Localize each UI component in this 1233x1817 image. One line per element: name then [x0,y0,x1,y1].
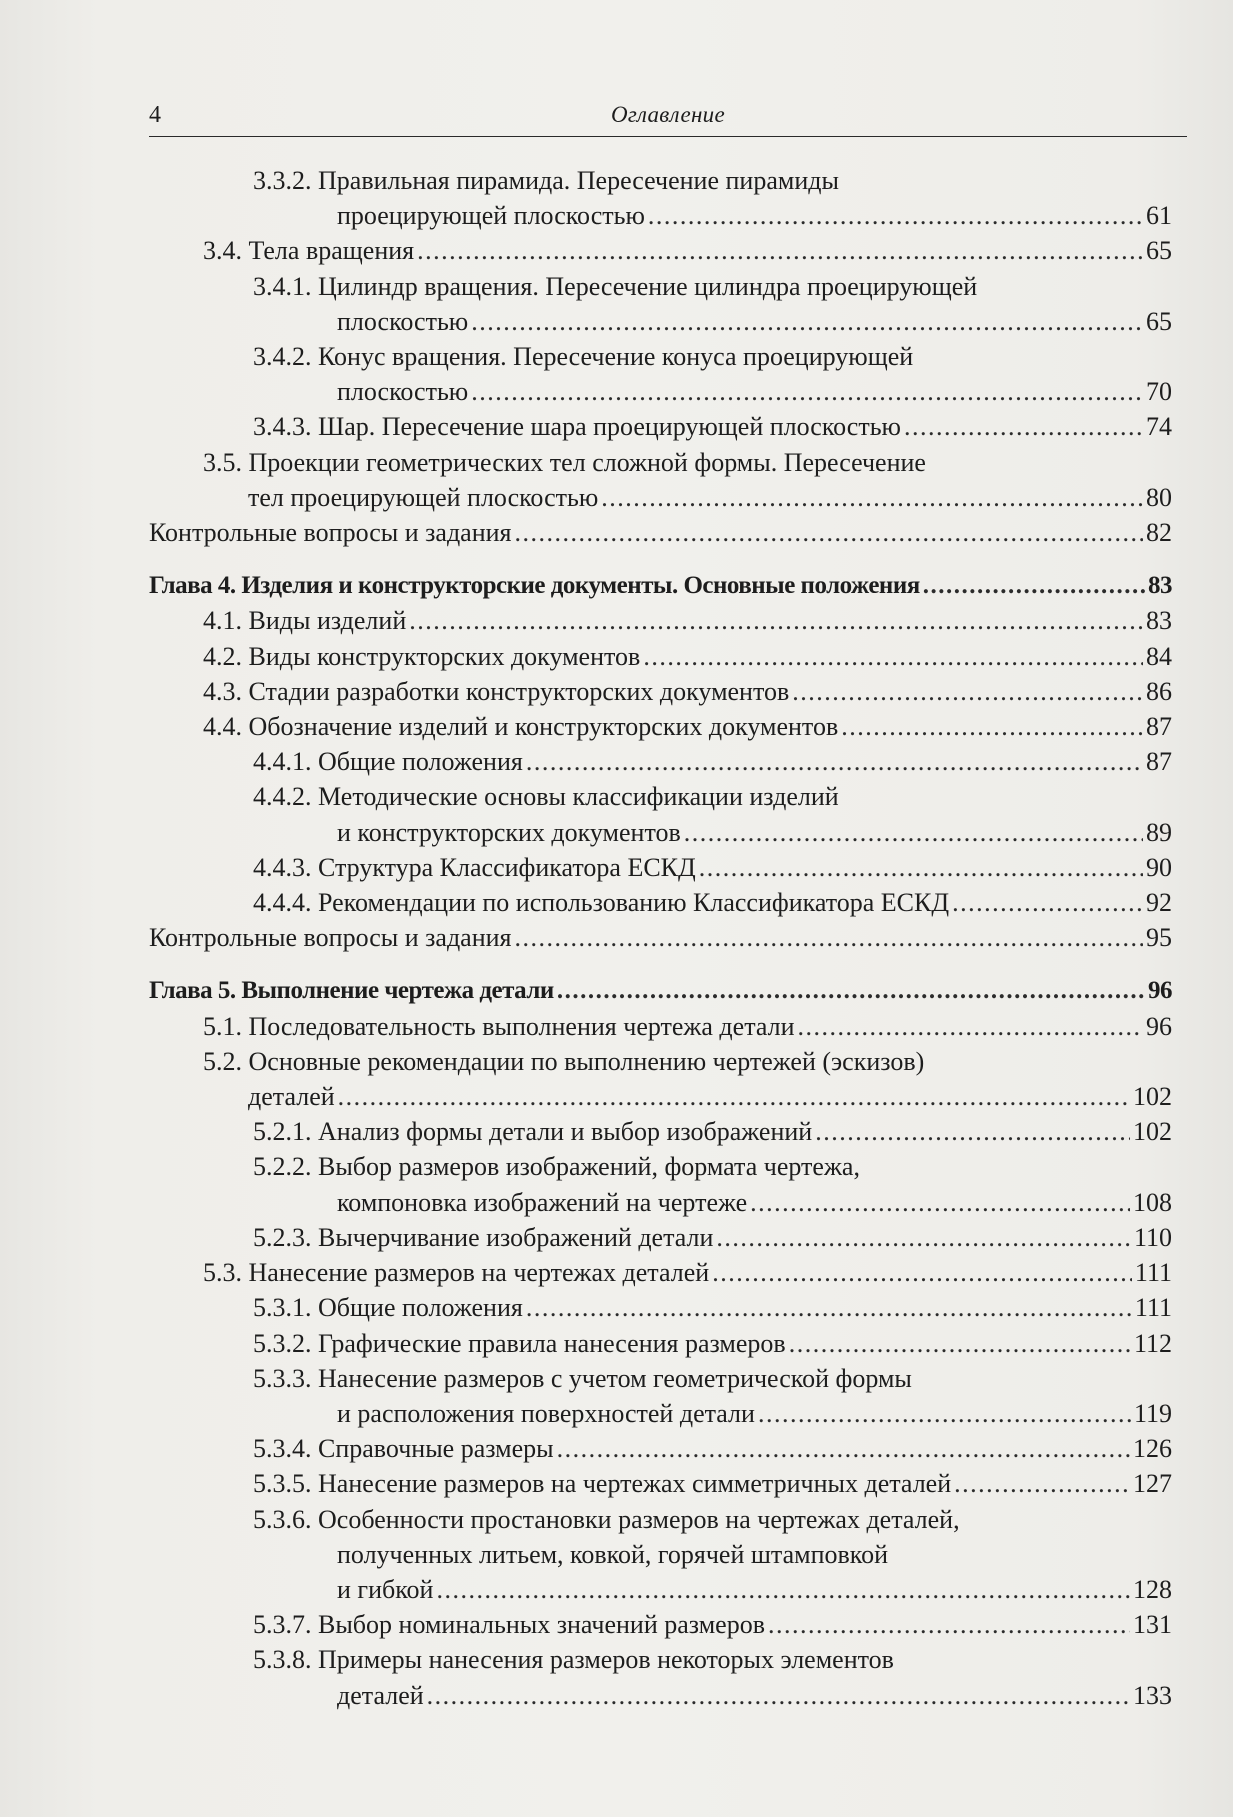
dot-leader [768,1607,1130,1642]
toc-entry [149,744,1172,779]
toc-entry [149,639,1172,674]
toc-entry-text: плоскостью [337,377,469,407]
dot-leader [789,1326,1131,1361]
dot-leader [792,674,1143,709]
dot-leader [712,1255,1132,1290]
toc-entry-text: 5.2.3. Вычерчивание изображений детали [253,1222,714,1252]
toc-entry [149,568,1172,603]
toc-entry-text: 5.3. Нанесение размеров на чертежах деталей [203,1258,710,1288]
toc-entry-title-line [253,1431,1172,1466]
toc-page-number: 133 [1133,1680,1172,1710]
toc-entry-continuation-line [253,1678,1172,1713]
toc-page-number: 90 [1146,852,1172,882]
dot-leader [515,515,1143,550]
toc-entry-title-line [149,515,1172,550]
toc-page-number: 65 [1146,236,1172,266]
dot-leader [427,1678,1130,1713]
dot-leader [526,1290,1132,1325]
toc-entry [149,850,1172,885]
dot-leader [417,233,1143,268]
toc-page-number: 128 [1133,1574,1172,1604]
toc-entry-title-line [253,269,1172,304]
toc-entry-title-line [203,233,1172,268]
toc-entry [149,1114,1172,1149]
toc-entry [149,973,1172,1008]
toc-entry-continuation-line [253,374,1172,409]
toc-entry-continuation-line [203,480,1172,515]
dot-leader [526,744,1143,779]
toc-entry [149,1361,1172,1431]
toc-entry [149,779,1172,849]
toc-page-number: 102 [1133,1117,1172,1147]
dot-leader [954,1466,1130,1501]
toc-entry-text: 3.5. Проекции геометрических тел сложной формы. Пересечение [203,447,926,477]
toc-entry [149,515,1172,550]
toc-page-number: 87 [1146,712,1172,742]
toc-entry-text: 3.4.3. Шар. Пересечение шара проецирующей плоскостью [253,412,901,442]
running-head: Оглавление [610,102,725,127]
toc-entry-text: 5.3.4. Справочные размеры [253,1434,554,1464]
toc-entry-title-line [203,603,1172,638]
toc-entry-continuation-line [253,1185,1172,1220]
toc-entry-text: полученных литьем, ковкой, горячей штамповкой [337,1539,888,1569]
toc-entry-title-line [253,1326,1172,1361]
toc-entry-text: деталей [248,1082,335,1112]
dot-leader [471,304,1143,339]
dot-leader [471,374,1143,409]
toc-page-number: 61 [1146,201,1172,231]
toc-entry [149,603,1172,638]
toc-entry-continuation-line [253,198,1172,233]
toc-entry-text: и конструкторских документов [337,817,681,847]
toc-page-number: 96 [1146,1011,1172,1041]
toc-entry-title-line [253,1502,1172,1537]
toc-entry [149,920,1172,955]
toc-entry [149,409,1172,444]
toc-entry-title-line [253,1361,1172,1396]
toc-entry [149,1607,1172,1642]
toc-page-number: 80 [1146,482,1172,512]
toc-entry [149,1044,1172,1114]
dot-leader [923,568,1145,603]
toc-entry-text: 4.1. Виды изделий [203,606,407,636]
toc-entry-text: 4.4.4. Рекомендации по использованию Классификатора ЕСКД [253,888,950,918]
toc-entry-text: 5.3.3. Нанесение размеров с учетом геометрической формы [253,1363,912,1393]
page-header [149,96,1187,137]
toc-entry-text: 5.3.1. Общие положения [253,1293,523,1323]
toc-entry-title-line [253,1114,1172,1149]
toc-entry-title-line [253,339,1172,374]
toc-entry [149,163,1172,233]
toc-entry-text: 3.4.1. Цилиндр вращения. Пересечение цилиндра проецирующей [253,271,978,301]
toc-entry-text: 5.3.6. Особенности простановки размеров на чертежах деталей, [253,1504,960,1534]
toc-entry [149,1009,1172,1044]
toc-page-number: 82 [1146,518,1172,548]
toc-entry-text: 4.4.2. Методические основы классификации изделий [253,782,839,812]
toc-entry-title-line [253,1220,1172,1255]
toc-entry-text: тел проецирующей плоскостью [248,482,599,512]
toc-page-number: 86 [1146,676,1172,706]
dot-leader [798,1009,1143,1044]
toc-page-number: 83 [1148,572,1172,600]
toc-entry-text: 5.3.8. Примеры нанесения размеров некоторых элементов [253,1645,894,1675]
dot-leader [515,920,1143,955]
dot-leader [436,1572,1130,1607]
dot-leader [952,885,1143,920]
toc-page-number: 84 [1146,641,1172,671]
dot-leader [684,815,1143,850]
toc-entry-title-line [253,1642,1172,1677]
toc-entry [149,1466,1172,1501]
toc-entry-continuation-line [253,1396,1172,1431]
dot-leader [557,973,1145,1008]
toc-entry-text: 4.4. Обозначение изделий и конструкторских документов [203,712,839,742]
toc-entry [149,233,1172,268]
toc-entry [149,674,1172,709]
toc-page-number: 111 [1134,1258,1172,1288]
toc-page-number: 131 [1133,1610,1172,1640]
toc-page-number: 119 [1133,1398,1172,1428]
toc-entry-text: 4.2. Виды конструкторских документов [203,641,641,671]
toc-entry-text: 5.1. Последовательность выполнения чертежа детали [203,1011,795,1041]
toc-entry-text: 4.3. Стадии разработки конструкторских документов [203,676,790,706]
toc-entry [149,1149,1172,1219]
toc-page-number: 108 [1133,1187,1172,1217]
toc-entry-text: 4.4.1. Общие положения [253,747,523,777]
dot-leader [904,409,1143,444]
dot-leader [758,1396,1131,1431]
toc-entry-text: Глава 5. Выполнение чертежа детали [149,977,554,1005]
dot-leader [815,1114,1130,1149]
dot-leader [648,198,1143,233]
dot-leader [601,480,1143,515]
toc-entry-text: и гибкой [337,1574,434,1604]
toc-entry-title-line [149,920,1172,955]
toc-entry-text: 5.2.2. Выбор размеров изображений, формата чертежа, [253,1152,860,1182]
toc-entry [149,269,1172,339]
toc-entry-title-line [253,744,1172,779]
dot-leader [699,850,1143,885]
toc-entry-title-line [253,1149,1172,1184]
toc-page-number: 111 [1134,1293,1172,1323]
toc-entry-title-line [253,1466,1172,1501]
dot-leader [409,603,1143,638]
toc-page-number: 96 [1148,977,1172,1005]
dot-leader [716,1220,1131,1255]
toc-entry [149,1220,1172,1255]
toc-page-number: 89 [1146,817,1172,847]
toc-entry [149,445,1172,515]
toc-entry-title-line [253,409,1172,444]
toc-page-number: 92 [1146,888,1172,918]
toc-page-number: 83 [1146,606,1172,636]
toc-page-number: 127 [1133,1469,1172,1499]
toc-entry-title-line [203,1009,1172,1044]
toc-page-number: 102 [1133,1082,1172,1112]
toc-entry-title-line [149,973,1172,1008]
toc-page-number: 70 [1146,377,1172,407]
toc-entry-text: 5.3.5. Нанесение размеров на чертежах симметричных деталей [253,1469,952,1499]
toc-page-number: 65 [1146,306,1172,336]
table-of-contents [149,163,1172,1713]
toc-entry [149,1326,1172,1361]
toc-entry-text: 3.3.2. Правильная пирамида. Пересечение пирамиды [253,166,839,195]
toc-entry-continuation-line [253,815,1172,850]
toc-entry-title-line [203,1044,1172,1079]
page-number: 4 [149,102,161,128]
toc-entry [149,1502,1172,1608]
dot-leader [338,1079,1130,1114]
toc-entry-text: Глава 4. Изделия и конструкторские документы. Основные положения [149,572,920,600]
toc-entry [149,1642,1172,1712]
dot-leader [557,1431,1130,1466]
toc-page-number: 95 [1146,923,1172,953]
toc-entry-text: Контрольные вопросы и задания [149,518,512,548]
toc-entry-title-line [203,1255,1172,1290]
toc-entry-title-line [253,779,1172,814]
dot-leader [643,639,1143,674]
toc-entry-text: 4.4.3. Структура Классификатора ЕСКД [253,852,696,882]
toc-entry-text: деталей [337,1680,424,1710]
toc-entry-text: 5.2. Основные рекомендации по выполнению чертежей (эскизов) [203,1046,925,1076]
toc-entry [149,1431,1172,1466]
toc-entry [149,709,1172,744]
toc-entry [149,1255,1172,1290]
toc-entry-title-line [149,568,1172,603]
toc-entry-text: компоновка изображений на чертеже [337,1187,748,1217]
toc-entry-continuation-line [253,1537,1172,1572]
toc-entry-title-line [203,445,1172,480]
toc-entry [149,339,1172,409]
toc-entry-text: 3.4.2. Конус вращения. Пересечение конуса проецирующей [253,342,914,372]
toc-entry-title-line [253,885,1172,920]
toc-entry-title-line [203,709,1172,744]
toc-page-number: 112 [1133,1328,1172,1358]
toc-entry-text: 3.4. Тела вращения [203,236,415,266]
toc-page-number: 74 [1146,412,1172,442]
toc-entry-title-line [253,1290,1172,1325]
dot-leader [841,709,1143,744]
toc-page-number: 110 [1133,1222,1172,1252]
toc-entry-title-line [203,639,1172,674]
toc-entry-title-line [253,163,1172,198]
toc-entry-text: Контрольные вопросы и задания [149,923,512,953]
toc-entry [149,1290,1172,1325]
toc-entry-text: 5.3.7. Выбор номинальных значений размеров [253,1610,765,1640]
dot-leader [750,1185,1130,1220]
toc-page-number: 126 [1133,1434,1172,1464]
toc-entry-title-line [253,850,1172,885]
toc-entry-text: 5.2.1. Анализ формы детали и выбор изображений [253,1117,813,1147]
toc-entry-continuation-line [253,1572,1172,1607]
toc-entry-text: проецирующей плоскостью [337,201,645,231]
toc-entry-text: 5.3.2. Графические правила нанесения размеров [253,1328,786,1358]
toc-entry-title-line [203,674,1172,709]
toc-entry-text: плоскостью [337,306,469,336]
toc-page-number: 87 [1146,747,1172,777]
toc-entry [149,885,1172,920]
toc-entry-title-line [253,1607,1172,1642]
toc-entry-continuation-line [253,304,1172,339]
toc-entry-continuation-line [203,1079,1172,1114]
toc-entry-text: и расположения поверхностей детали [337,1398,755,1428]
